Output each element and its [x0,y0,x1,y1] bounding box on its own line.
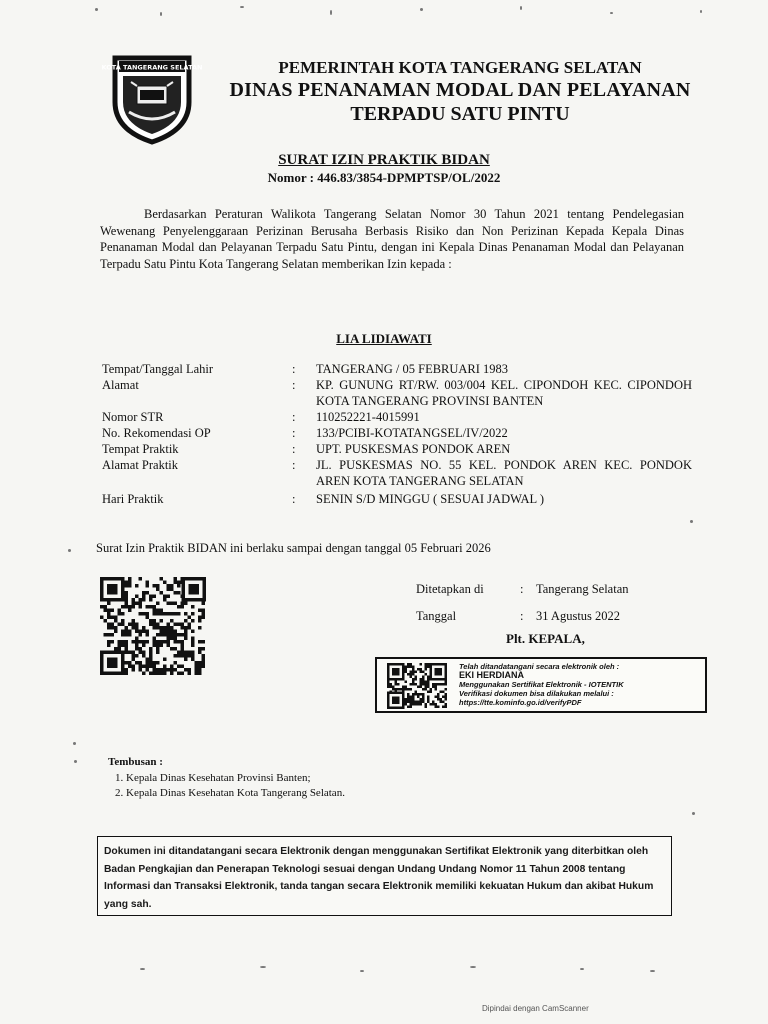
verify-url: https://tte.kominfo.go.id/verifyPDF [459,698,582,707]
detail-row [102,457,692,489]
qr-code [100,577,206,675]
esign-line: Menggunakan Sertifikat Elektronik - IOTENTIK [459,680,624,689]
date-value: 31 Agustus 2022 [536,608,621,623]
detail-colon: : [292,378,296,392]
cc-item: 2. Kepala Dinas Kesehatan Kota Tangerang Selatan. [126,786,345,801]
detail-label: Nomor STR [102,410,164,424]
detail-colon: : [292,458,296,472]
detail-colon: : [292,410,296,424]
date-colon: : [520,608,524,623]
carbon-copy-section [108,756,345,801]
acting-head-title: Plt. KEPALA, [506,631,585,646]
cc-title: Tembusan : [108,756,163,768]
detail-label: Tempat/Tanggal Lahir [102,362,214,376]
validity-statement: Surat Izin Praktik BIDAN ini berlaku sampai dengan tanggal 05 Februari 2026 [96,541,491,555]
government-name: PEMERINTAH KOTA TANGERANG SELATAN [278,58,642,77]
date-label: Tanggal [416,608,457,623]
agency-name-line1: DINAS PENANAMAN MODAL DAN PELAYANAN [229,79,691,101]
intro-paragraph: Berdasarkan Peraturan Walikota Tangerang Selatan Nomor 30 Tahun 2021 tentang Pendelegasian Wewenang Penyelenggaraan Perizinan Berusaha Berbasis Risiko dan Non Perizinan Kepada Kepala Dinas Penanaman Modal dan Pelayanan Terpadu Satu Pintu, dengan ini Kepala Dinas Penanaman Modal dan Pelayanan Terpadu Satu Pintu Kota Tangerang Selatan memberikan Izin kepada : [100,207,684,271]
place-value: Tangerang Selatan [536,581,629,596]
detail-row [102,361,692,377]
cc-list [108,771,345,801]
detail-colon: : [292,492,296,506]
holder-details [102,361,692,507]
detail-label: Hari Praktik [102,492,164,506]
detail-row [102,377,692,409]
date-row [416,604,629,628]
detail-value: UPT. PUSKESMAS PONDOK AREN [316,442,511,456]
detail-label: Alamat Praktik [102,458,179,472]
document-number: Nomor : 446.83/3854-DPMPTSP/OL/2022 [267,170,501,185]
cc-item: 1. Kepala Dinas Kesehatan Provinsi Banten; [126,771,345,786]
esign-line: Verifikasi dokumen bisa dilakukan melalui : [459,689,614,698]
detail-value: 110252221-4015991 [316,410,420,424]
logo-text: KOTA TANGERANG SELATAN [101,63,203,72]
detail-row [102,425,692,441]
document-title: SURAT IZIN PRAKTIK BIDAN [278,152,490,168]
signer-name: EKI HERDIANA [459,670,525,680]
detail-colon: : [292,426,296,440]
scanner-watermark: Dipindai dengan CamScanner [482,1004,589,1013]
place-row [416,577,629,601]
detail-value: TANGERANG / 05 FEBRUARI 1983 [316,362,509,376]
detail-label: Alamat [102,378,139,392]
city-emblem-logo [101,52,203,144]
detail-colon: : [292,442,296,456]
signature-qr-code [387,663,447,709]
detail-row [102,491,692,507]
detail-row [102,441,692,457]
license-holder-name: LIA LIDIAWATI [336,331,432,346]
signature-block [416,577,629,628]
detail-label: No. Rekomendasi OP [102,426,211,440]
detail-row [102,409,692,425]
place-colon: : [520,581,524,596]
place-label: Ditetapkan di [416,581,484,596]
esign-text [459,662,704,707]
detail-label: Tempat Praktik [102,442,179,456]
electronic-signature-notice: Dokumen ini ditandatangani secara Elektronik dengan menggunakan Sertifikat Elektronik yang diterbitkan oleh Badan Pengkajian dan Penerapan Teknologi sesuai dengan Undang Undang Nomor 11 Tahun 2008 tentang Informasi dan Transaksi Elektronik, tanda tangan secara Elektronik memiliki kekuatan Hukum dan akibat Hukum yang sah. [97,836,672,916]
detail-value: 133/PCIBI-KOTATANGSEL/IV/2022 [316,426,508,440]
detail-value: SENIN S/D MINGGU ( SESUAI JADWAL ) [316,492,545,506]
letterhead [190,58,730,126]
detail-value: KP. GUNUNG RT/RW. 003/004 KEL. CIPONDOH KEC. CIPONDOH KOTA TANGERANG PROVINSI BANTEN [316,378,692,408]
detail-colon: : [292,362,296,376]
electronic-signature-box [375,657,707,713]
agency-name-line2: TERPADU SATU PINTU [350,103,570,125]
detail-value: JL. PUSKESMAS NO. 55 KEL. PONDOK AREN KEC. PONDOK AREN KOTA TANGERANG SELATAN [316,458,692,488]
esign-line: Telah ditandatangani secara elektronik oleh : [459,662,620,671]
